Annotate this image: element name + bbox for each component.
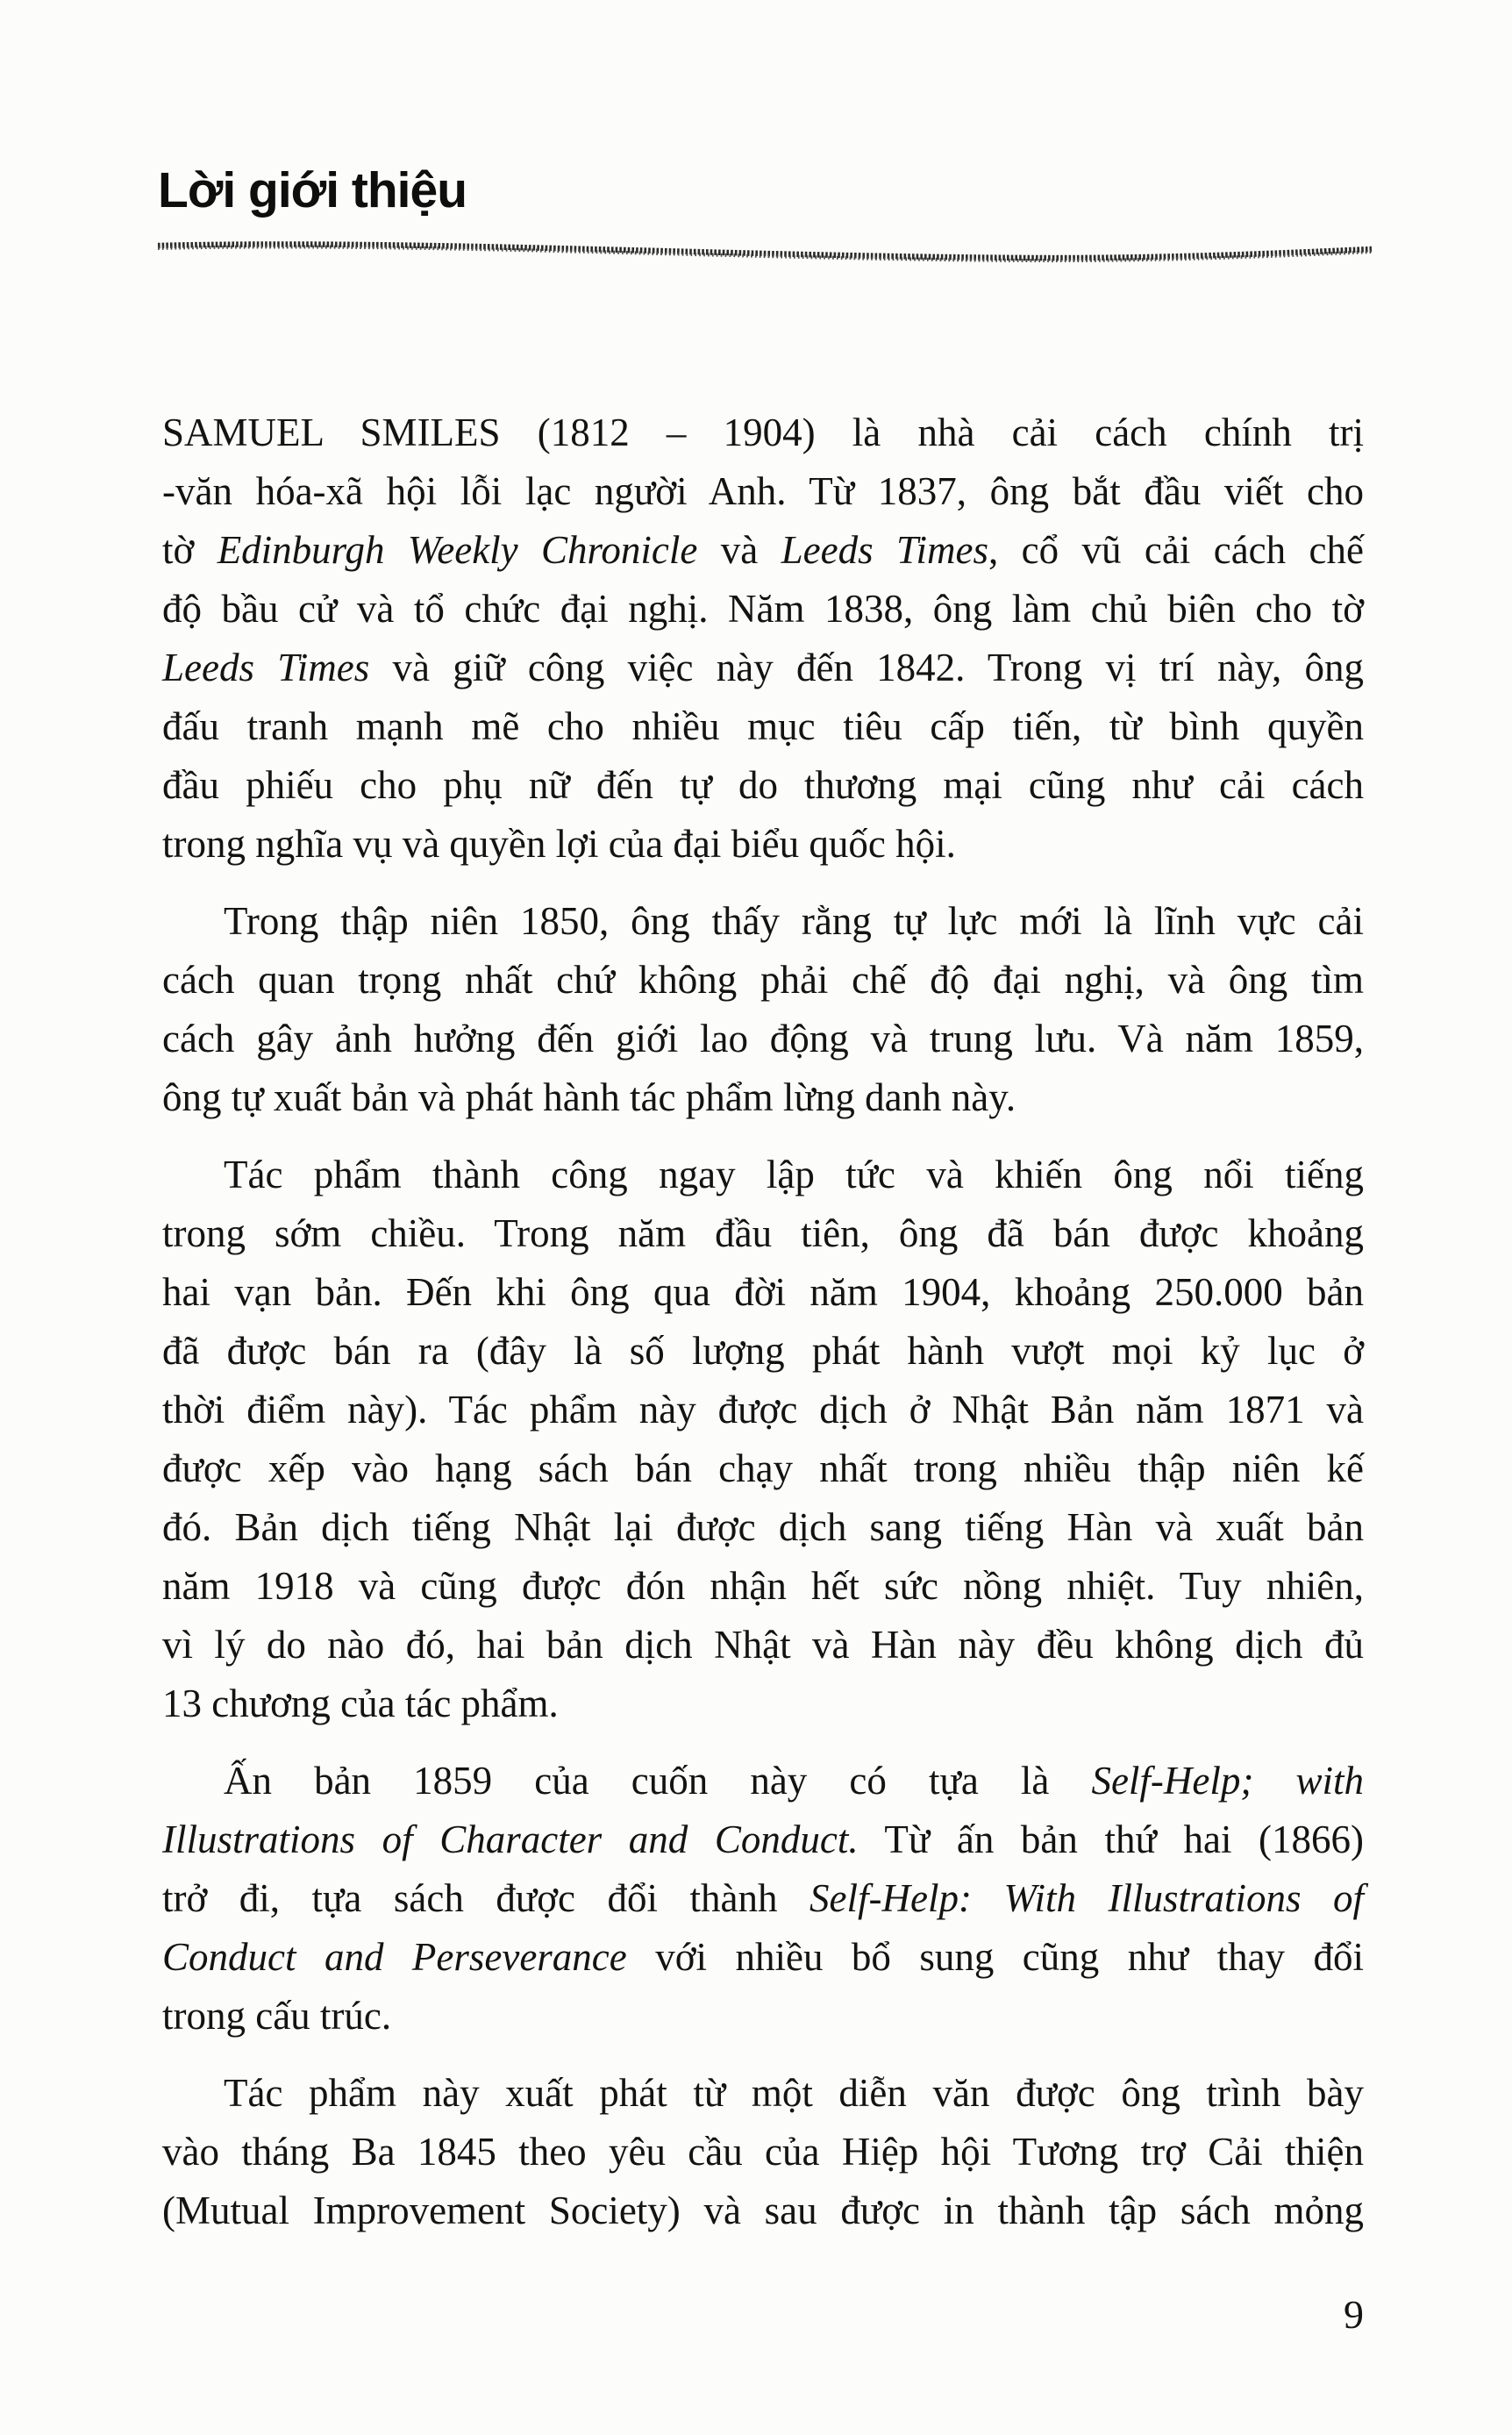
text-line: [162, 815, 1364, 874]
text-run: trong sớm chiều. Trong năm đầu tiên, ông đã bán được khoảng: [162, 1211, 1364, 1255]
text-line: [162, 1010, 1364, 1068]
text-run: ông tự xuất bản và phát hành tác phẩm lừng danh này.: [162, 1075, 1016, 1119]
text-run: trong nghĩa vụ và quyền lợi của đại biểu quốc hội.: [162, 822, 956, 866]
italic-text-run: Self-Help: With Illustrations of: [809, 1876, 1365, 1920]
italic-text-run: Edinburgh Weekly Chronicle: [217, 528, 698, 572]
text-line: [162, 2123, 1364, 2182]
text-line: [162, 2064, 1364, 2123]
italic-text-run: Leeds Times: [781, 528, 989, 572]
text-run: vào tháng Ba 1845 theo yêu cầu của Hiệp hội Tương trợ Cải thiện: [162, 2130, 1364, 2174]
text-run: cách quan trọng nhất chứ không phải chế độ đại nghị, và ông tìm: [162, 958, 1364, 1002]
paragraph: [162, 403, 1364, 874]
page-title: Lời giới thiệu: [158, 162, 467, 218]
text-run: đấu tranh mạnh mẽ cho nhiều mục tiêu cấp tiến, từ bình quyền: [162, 704, 1364, 748]
text-line: [162, 1204, 1364, 1263]
text-line: [162, 892, 1364, 951]
text-run: trong cấu trúc.: [162, 1994, 392, 2038]
text-run: đó. Bản dịch tiếng Nhật lại được dịch sang tiếng Hàn và xuất bản: [162, 1505, 1364, 1549]
text-run: vì lý do nào đó, hai bản dịch Nhật và Hàn này đều không dịch đủ: [162, 1623, 1364, 1667]
text-run: và: [697, 528, 781, 572]
text-run: cách gây ảnh hưởng đến giới lao động và trung lưu. Và năm 1859,: [162, 1017, 1364, 1060]
paragraph: [162, 892, 1364, 1127]
text-line: [162, 1381, 1364, 1439]
text-run: đã được bán ra (đây là số lượng phát hành vượt mọi kỷ lục ở: [162, 1329, 1364, 1373]
text-line: [162, 756, 1364, 815]
text-run: (Mutual Improvement Society) và sau được in thành tập sách mỏng: [162, 2189, 1364, 2232]
text-run: Trong thập niên 1850, ông thấy rằng tự lực mới là lĩnh vực cải: [224, 899, 1364, 943]
text-run: đầu phiếu cho phụ nữ đến tự do thương mại cũng như cải cách: [162, 763, 1364, 807]
text-run: hai vạn bản. Đến khi ông qua đời năm 1904, khoảng 250.000 bản: [162, 1270, 1364, 1314]
text-run: với nhiều bổ sung cũng như thay đổi: [626, 1935, 1364, 1979]
text-line: [162, 1557, 1364, 1616]
text-line: [162, 1987, 1364, 2046]
paragraph: [162, 2064, 1364, 2240]
text-line: [162, 1068, 1364, 1127]
text-run: Tác phẩm này xuất phát từ một diễn văn được ông trình bày: [224, 2071, 1364, 2115]
text-run: , cổ vũ cải cách chế: [988, 528, 1364, 572]
text-run: Ấn bản 1859 của cuốn này có tựa là: [224, 1759, 1092, 1803]
text-run: SAMUEL SMILES (1812 – 1904) là nhà cải cách chính trị: [162, 411, 1364, 454]
text-line: [162, 1322, 1364, 1381]
text-line: [162, 1869, 1364, 1928]
text-run: -văn hóa-xã hội lỗi lạc người Anh. Từ 1837, ông bắt đầu viết cho: [162, 469, 1364, 513]
text-line: [162, 639, 1364, 697]
text-line: [162, 580, 1364, 639]
text-line: [162, 1439, 1364, 1498]
text-run: và giữ công việc này đến 1842. Trong vị trí này, ông: [369, 646, 1365, 689]
italic-text-run: Self-Help; with: [1091, 1759, 1364, 1803]
text-run: năm 1918 và cũng được đón nhận hết sức nồng nhiệt. Tuy nhiên,: [162, 1564, 1364, 1608]
italic-text-run: Illustrations of Character and Conduct.: [162, 1817, 859, 1861]
body-text: [162, 403, 1364, 2240]
text-line: [162, 1616, 1364, 1675]
text-run: thời điểm này). Tác phẩm này được dịch ở Nhật Bản năm 1871 và: [162, 1388, 1364, 1432]
text-line: [162, 697, 1364, 756]
text-run: được xếp vào hạng sách bán chạy nhất trong nhiều thập niên kế: [162, 1446, 1364, 1490]
paragraph: [162, 1146, 1364, 1733]
text-line: [162, 1263, 1364, 1322]
text-line: [162, 462, 1364, 521]
title-underline-decoration: [154, 239, 1375, 265]
text-line: [162, 2182, 1364, 2240]
text-line: [162, 1146, 1364, 1204]
paragraph: [162, 1752, 1364, 2046]
text-line: [162, 1928, 1364, 1987]
text-line: [162, 1810, 1364, 1869]
text-line: [162, 521, 1364, 580]
text-line: [162, 1675, 1364, 1733]
text-run: độ bầu cử và tổ chức đại nghị. Năm 1838, ông làm chủ biên cho tờ: [162, 587, 1364, 631]
text-run: Từ ấn bản thứ hai (1866): [858, 1817, 1364, 1861]
italic-text-run: Conduct and Perseverance: [162, 1935, 627, 1979]
text-line: [162, 951, 1364, 1010]
text-run: 13 chương của tác phẩm.: [162, 1682, 559, 1725]
text-run: tờ: [162, 528, 218, 572]
text-line: [162, 1498, 1364, 1557]
text-line: [162, 403, 1364, 462]
text-run: Tác phẩm thành công ngay lập tức và khiến ông nổi tiếng: [224, 1153, 1364, 1196]
text-run: trở đi, tựa sách được đổi thành: [162, 1876, 810, 1920]
page-number: 9: [1344, 2292, 1364, 2337]
italic-text-run: Leeds Times: [162, 646, 370, 689]
text-line: [162, 1752, 1364, 1810]
